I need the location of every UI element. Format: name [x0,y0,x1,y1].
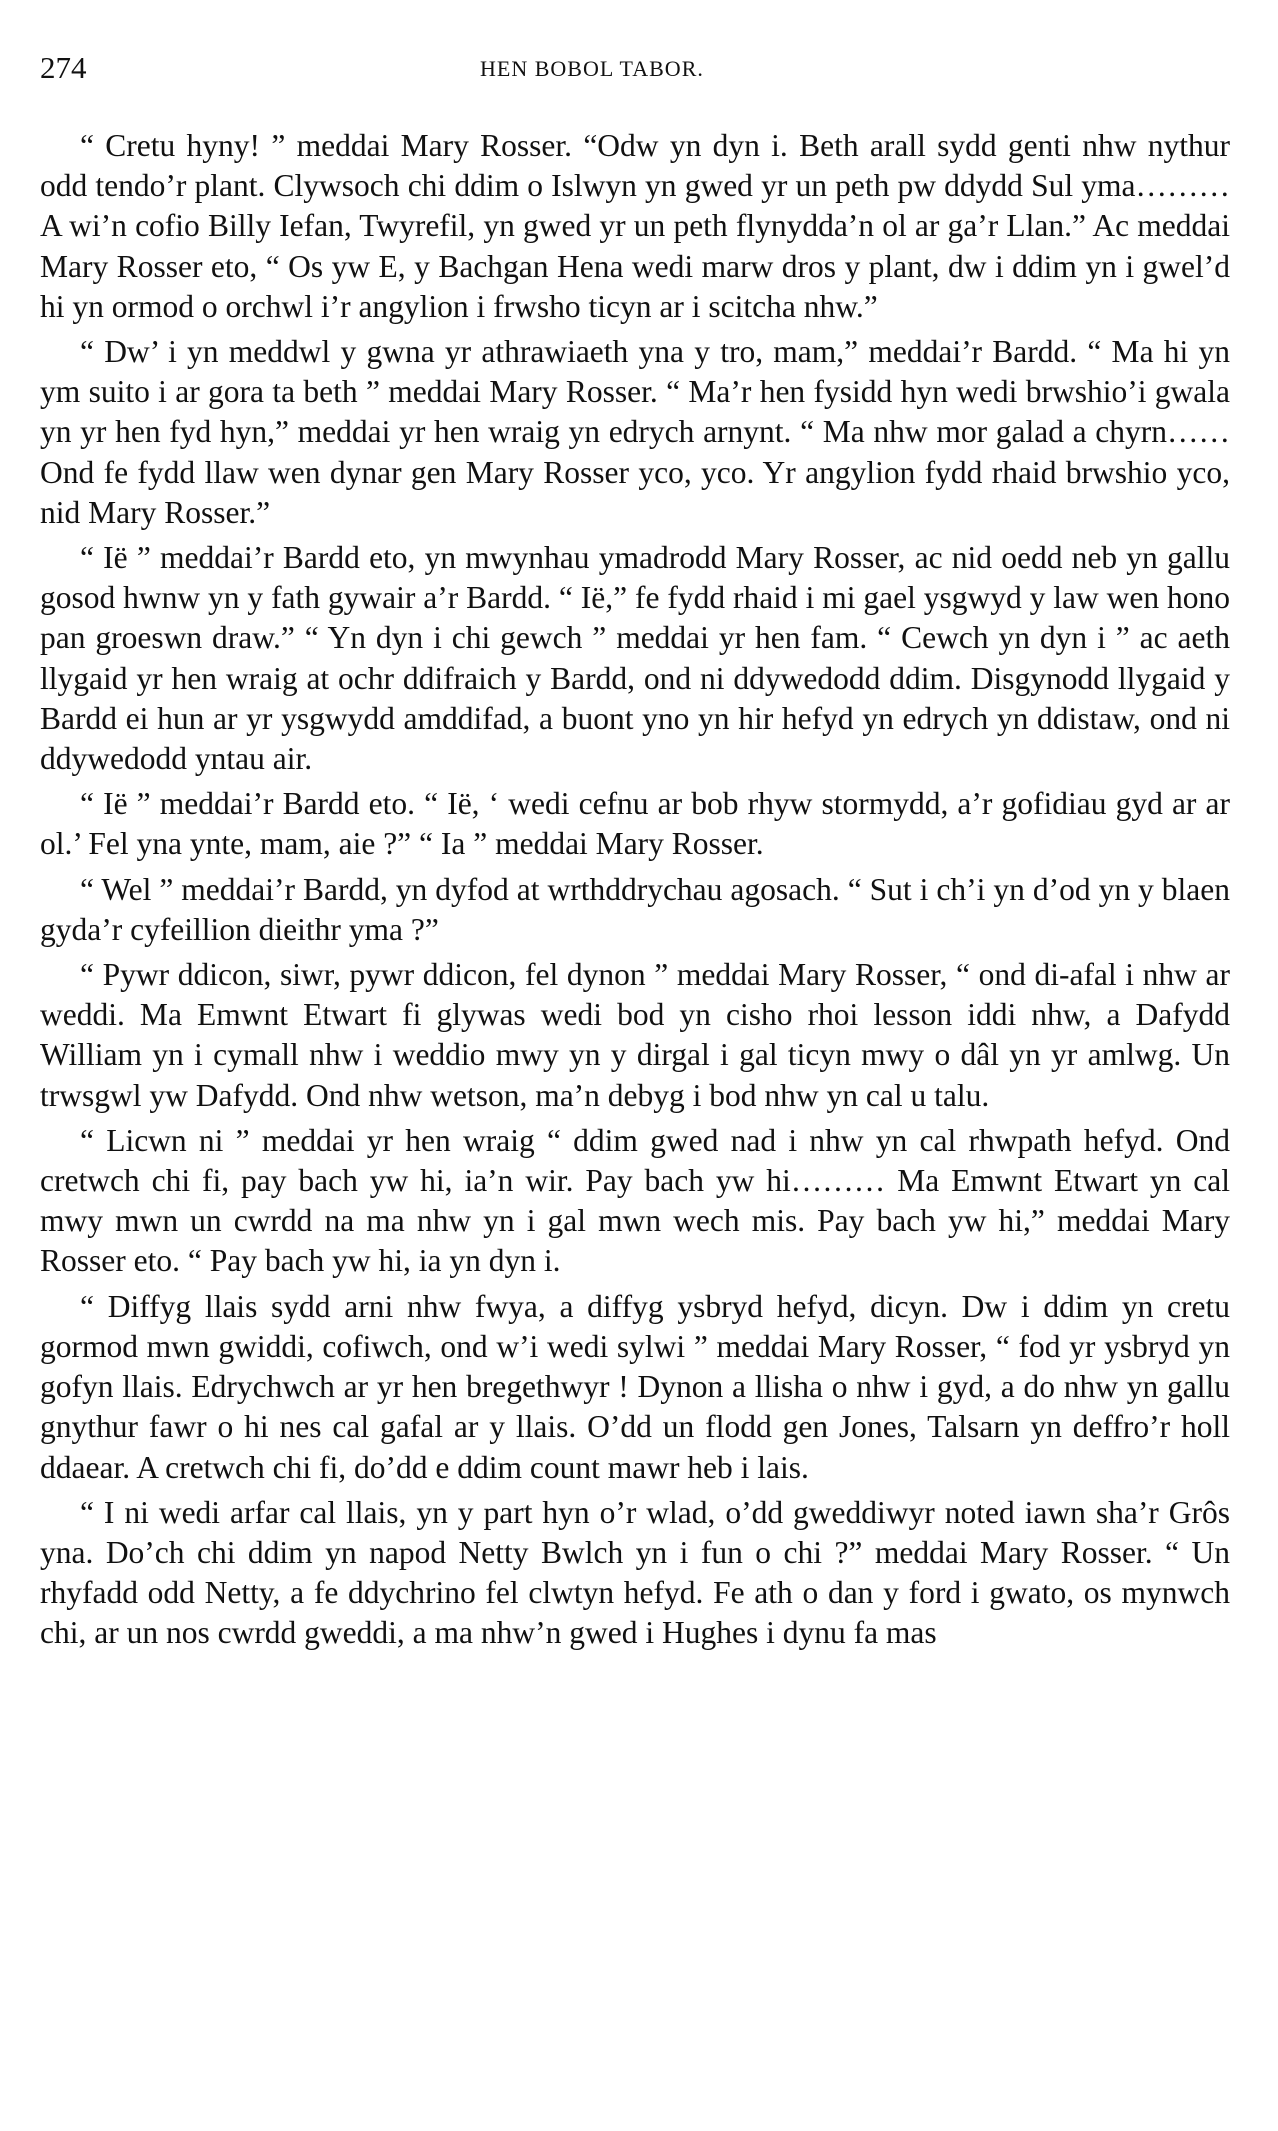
paragraph: “ Licwn ni ” meddai yr hen wraig “ ddim gwed nad i nhw yn cal rhwpath hefyd. Ond cretwch chi fi, pay bach yw hi, ia’n wir. Pay bach yw hi……… Ma Emwnt Etwart yn cal mwy mwn un cwrdd na ma nhw yn i gal mwn wech mis. Pay bach yw hi,” meddai Mary Rosser eto. “ Pay bach yw hi, ia yn dyn i. [40,1122,1230,1279]
paragraph: “ Diffyg llais sydd arni nhw fwya, a diffyg ysbryd hefyd, dicyn. Dw i ddim yn cretu gormod mwn gwiddi, cofiwch, ond w’i wedi sylwi ” meddai Mary Rosser, “ fod yr ysbryd yn gofyn llais. Edrychwch ar yr hen bregethwyr ! Dynon a llisha o nhw i gyd, a do nhw yn gallu gnythur fawr o hi nes cal gafal ar y llais. O’dd un flodd gen Jones, Talsarn yn deffro’r holl ddaear. A cretwch chi fi, do’dd e ddim count mawr heb i lais. [40,1288,1230,1485]
paragraph: “ Ië ” meddai’r Bardd eto, yn mwynhau ymadrodd Mary Rosser, ac nid oedd neb yn gallu gosod hwnw yn y fath gywair a’r Bardd. “ Ië,” fe fydd rhaid i mi gael ysgwyd y law wen hono pan groeswn draw.” “ Yn dyn i chi gewch ” meddai yr hen fam. “ Cewch yn dyn i ” ac aeth llygaid yr hen wraig at ochr ddifraich y Bardd, ond ni ddywedodd ddim. Disgynodd llygaid y Bardd ei hun ar yr ysgwydd amddifad, a buont yno yn hir hefyd yn edrych yn ddistaw, ond ni ddywedodd yntau air. [40,540,1230,777]
paragraph: “ Pywr ddicon, siwr, pywr ddicon, fel dynon ” meddai Mary Rosser, “ ond di-afal i nhw ar weddi. Ma Emwnt Etwart fi glywas wedi bod yn cisho rhoi lesson iddi nhw, a Dafydd William yn i cymall nhw i weddio mwy yn y dirgal i gal ticyn mwy o dâl yn yr amlwg. Un trwsgwl yw Dafydd. Ond nhw wetson, ma’n debyg i bod nhw yn cal u talu. [40,957,1230,1113]
running-title: HEN BOBOL TABOR. [480,56,704,81]
paragraph: “ Cretu hyny! ” meddai Mary Rosser. “Odw yn dyn i. Beth arall sydd genti nhw nythur odd tendo’r plant. Clywsoch chi ddim o Islwyn yn gwed yr un peth pw ddydd Sul yma……… A wi’n cofio Billy Iefan, Twyrefil, yn gwed yr un peth flynydda’n ol ar ga’r Llan.” Ac meddai Mary Rosser eto, “ Os yw E, y Bachgan Hena wedi marw dros y plant, dw i ddim yn i gwel’d hi yn ormod o orchwl i’r angylion i frwsho ticyn ar i scitcha nhw.” [40,128,1230,324]
paragraph: “ I ni wedi arfar cal llais, yn y part hyn o’r wlad, o’dd gweddiwyr noted iawn sha’r Grôs yna. Do’ch chi ddim yn napod Netty Bwlch yn i fun o chi ?” meddai Mary Rosser. “ Un rhyfadd odd Netty, a fe ddychrino fel clwtyn hefyd. Fe ath o dan y ford i gwato, os mynwch chi, ar un nos cwrdd gweddi, a ma nhw’n gwed i Hughes i dynu fa mas [40,1494,1230,1651]
book-page [40,48,1230,2108]
page-body [40,126,1230,1654]
paragraph: “ Dw’ i yn meddwl y gwna yr athrawiaeth yna y tro, mam,” meddai’r Bardd. “ Ma hi yn ym suito i ar gora ta beth ” meddai Mary Rosser. “ Ma’r hen fysidd hyn wedi brwshio’i gwala yn yr hen fyd hyn,” meddai yr hen wraig yn edrych arnynt. “ Ma nhw mor galad a chyrn…… Ond fe fydd llaw wen dynar gen Mary Rosser yco, yco. Yr angylion fydd rhaid brwshio yco, nid Mary Rosser.” [40,334,1230,530]
page-header [40,48,1230,94]
paragraph: “ Wel ” meddai’r Bardd, yn dyfod at wrthddrychau agosach. “ Sut i ch’i yn d’od yn y blaen gyda’r cyfeillion dieithr yma ?” [40,871,1230,947]
paragraph: “ Ië ” meddai’r Bardd eto. “ Ië, ‘ wedi cefnu ar bob rhyw stormydd, a’r gofidiau gyd ar ar ol.’ Fel yna ynte, mam, aie ?” “ Ia ” meddai Mary Rosser. [40,786,1230,862]
page-number: 274 [40,50,87,85]
